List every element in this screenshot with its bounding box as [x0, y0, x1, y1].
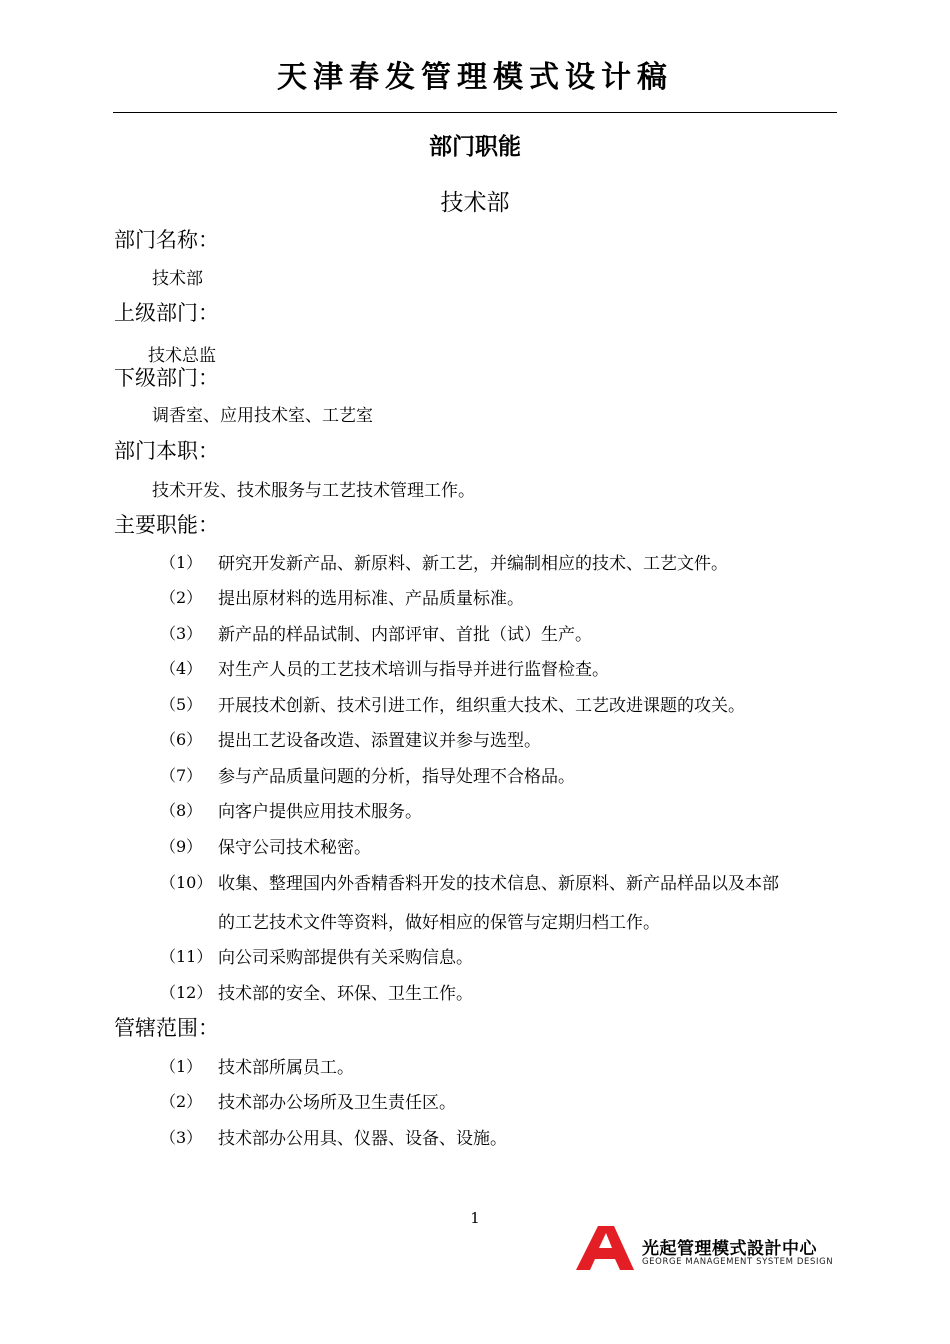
subordinate-label: 下级部门：: [114, 366, 219, 390]
scope-label: 管辖范围：: [114, 1016, 219, 1040]
duty-label: 部门本职：: [114, 439, 219, 463]
list-item: 向公司采购部提供有关采购信息。: [218, 948, 473, 968]
company-logo: [576, 1226, 838, 1272]
list-item-number: （1）: [160, 553, 203, 572]
list-item-number: （10）: [160, 873, 213, 892]
list-item-number: （1）: [160, 1057, 203, 1076]
list-item-number: （11）: [160, 947, 213, 966]
list-item: 提出原材料的选用标准、产品质量标准。: [218, 589, 524, 609]
list-item-number: （12）: [160, 983, 213, 1002]
functions-label: 主要职能：: [114, 513, 219, 537]
list-item-number: （2）: [160, 1092, 203, 1111]
list-item: 研究开发新产品、新原料、新工艺，并编制相应的技术、工艺文件。: [218, 554, 728, 574]
logo-text: 光起管理模式設計中心: [642, 1239, 817, 1259]
list-item: 技术部办公场所及卫生责任区。: [218, 1093, 456, 1113]
list-item-number: （2）: [160, 588, 203, 607]
duty-value: 技术开发、技术服务与工艺技术管理工作。: [152, 481, 475, 501]
superior-label: 上级部门：: [114, 301, 219, 325]
list-item-number: （5）: [160, 695, 203, 714]
list-item-number: （7）: [160, 766, 203, 785]
list-item: 对生产人员的工艺技术培训与指导并进行监督检查。: [218, 660, 609, 680]
list-item-number: （8）: [160, 801, 203, 820]
list-item: 技术部办公用具、仪器、设备、设施。: [218, 1129, 507, 1149]
list-item: 新产品的样品试制、内部评审、首批（试）生产。: [218, 625, 592, 645]
list-item: 向客户提供应用技术服务。: [218, 802, 422, 822]
superior-value: 技术总监: [148, 346, 216, 366]
list-item: 开展技术创新、技术引进工作，组织重大技术、工艺改进课题的攻关。: [218, 696, 745, 716]
list-item: 提出工艺设备改造、添置建议并参与选型。: [218, 731, 541, 751]
subordinate-value: 调香室、应用技术室、工艺室: [152, 406, 373, 426]
logo-subtitle: GEORGE MANAGEMENT SYSTEM DESIGN: [642, 1257, 834, 1267]
list-item-number: （4）: [160, 659, 203, 678]
list-item-number: （3）: [160, 624, 203, 643]
list-item: 参与产品质量问题的分析，指导处理不合格品。: [218, 767, 575, 787]
list-item: 技术部的安全、环保、卫生工作。: [218, 984, 473, 1004]
department-title: 技术部: [440, 190, 510, 216]
list-item: 收集、整理国内外香精香料开发的技术信息、新原料、新产品样品以及本部: [218, 874, 779, 894]
document-header-title: 天津春发管理模式设计稿: [277, 60, 673, 95]
page-number: 1: [470, 1209, 480, 1227]
list-item: 保守公司技术秘密。: [218, 838, 371, 858]
section-title: 部门职能: [429, 134, 521, 160]
logo-mark-icon: [576, 1226, 636, 1272]
list-item: 技术部所属员工。: [218, 1058, 354, 1078]
header-divider: [113, 112, 837, 113]
list-item-number: （6）: [160, 730, 203, 749]
dept-name-value: 技术部: [152, 269, 203, 289]
list-item-number: （9）: [160, 837, 203, 856]
list-item-continuation: 的工艺技术文件等资料，做好相应的保管与定期归档工作。: [218, 913, 660, 933]
dept-name-label: 部门名称：: [114, 228, 219, 252]
list-item-number: （3）: [160, 1128, 203, 1147]
